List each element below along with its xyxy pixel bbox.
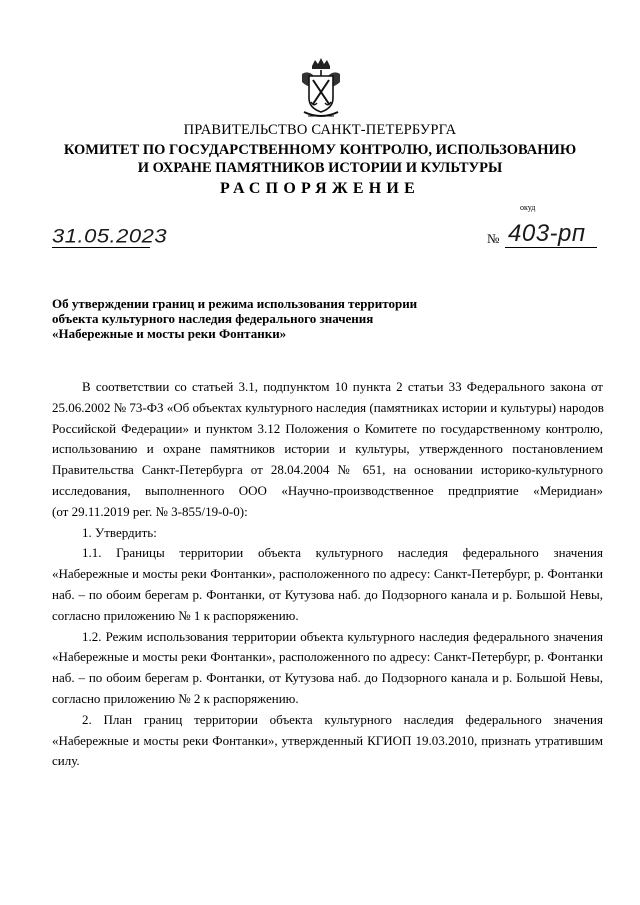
subject-line: Об утверждении границ и режима использования территории	[52, 296, 418, 311]
body-line: наб. – по обоим берегам р. Фонтанки, от Кутузова наб. до Подзорного канала и р. Большой Невы,	[52, 586, 603, 602]
document-body	[52, 377, 603, 772]
body-line: 2. План границ территории объекта культурного наследия федерального значения	[82, 711, 603, 727]
paragraph-1-1	[52, 543, 603, 626]
body-line: Российской Федерации» и пунктом 3.12 Положения о Комитете по государственному контролю,	[52, 420, 603, 436]
body-line: наб. – по обоим берегам р. Фонтанки, от Кутузова наб. до Подзорного канала и р. Большой Невы,	[52, 670, 603, 686]
body-line: силу.	[52, 753, 80, 769]
body-line: согласно приложению № 2 к распоряжению.	[52, 690, 299, 706]
number-underline	[505, 247, 597, 248]
paragraph-approve	[52, 523, 603, 544]
okud-label: окуд	[520, 203, 536, 212]
number-sign: №	[487, 231, 500, 246]
saint-petersburg-emblem-icon	[298, 56, 344, 122]
body-line: 1.1. Границы территории объекта культурного наследия федерального значения	[82, 545, 603, 561]
body-line: В соответствии со статьей 3.1, подпунктом 10 пункта 2 статьи 33 Федерального закона от	[82, 379, 603, 394]
body-line: исследования, выполненного ООО «Научно-производственное предприятие «Меридиан»	[52, 482, 603, 498]
paragraph-1-2	[52, 627, 603, 710]
document-type: РАСПОРЯЖЕНИЕ	[220, 180, 420, 197]
paragraph-preamble	[52, 377, 603, 523]
body-line: использованию и охране памятников истории и культуры, утвержденного постановлением	[52, 441, 603, 457]
body-line: «Набережные и мосты реки Фонтанки», расположенного по адресу: Санкт-Петербург, р. Фонтанки	[52, 566, 603, 582]
document-subject	[52, 296, 512, 341]
body-line: согласно приложению № 1 к распоряжению.	[52, 607, 299, 623]
paragraph-2	[52, 710, 603, 772]
subject-line: объекта культурного наследия федерального значения	[52, 311, 374, 326]
body-line: Правительства Санкт-Петербурга от 28.04.2004 № 651, на основании историко-культурного	[52, 462, 603, 478]
body-line: 1.2. Режим использования территории объекта культурного наследия федерального значения	[82, 628, 603, 644]
committee-title-line2: И ОХРАНЕ ПАМЯТНИКОВ ИСТОРИИ И КУЛЬТУРЫ	[137, 160, 503, 176]
body-line: «Набережные и мосты реки Фонтанки», утвержденный КГИОП 19.03.2010, признать утратившим	[52, 732, 603, 748]
body-line: (от 29.11.2019 рег. № 3-855/19-0-0):	[52, 503, 248, 519]
committee-title-line1: КОМИТЕТ ПО ГОСУДАРСТВЕННОМУ КОНТРОЛЮ, ИСПОЛЬЗОВАНИЮ	[63, 142, 577, 158]
body-line: 1. Утвердить:	[82, 524, 157, 540]
document-date: 31.05.2023	[52, 224, 168, 247]
subject-line: «Набережные и мосты реки Фонтанки»	[52, 326, 287, 341]
government-title: ПРАВИТЕЛЬСТВО САНКТ-ПЕТЕРБУРГА	[183, 122, 457, 138]
body-line: «Набережные и мосты реки Фонтанки», расположенного по адресу: Санкт-Петербург, р. Фонтанки	[52, 649, 603, 665]
document-number: 403-рп	[508, 220, 586, 247]
body-line: 25.06.2002 № 73-ФЗ «Об объектах культурного наследия (памятниках истории и культуры) народов	[52, 399, 604, 415]
date-underline	[52, 247, 150, 248]
